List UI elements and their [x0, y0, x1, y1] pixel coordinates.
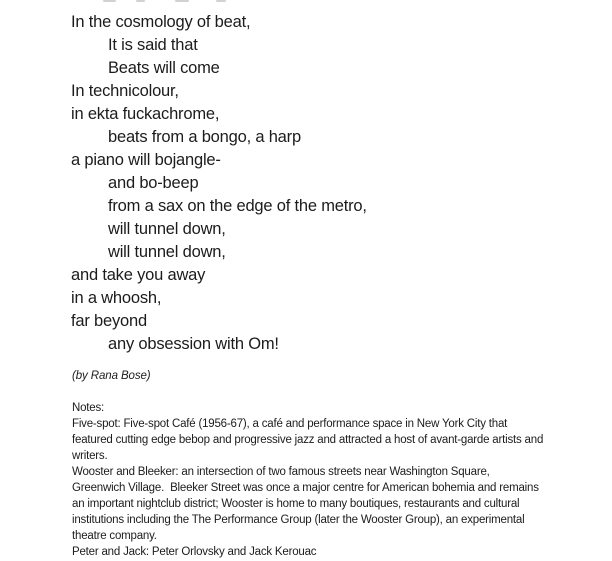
notes-section — [72, 400, 543, 560]
notes-line: Wooster and Bleeker: an intersection of two famous streets near Washington Square, — [72, 466, 490, 478]
cropped-letter-mark — [175, 0, 189, 2]
poem-line: beats from a bongo, a harp — [108, 128, 301, 146]
poem-line: and bo-beep — [108, 174, 199, 192]
poem-line: from a sax on the edge of the metro, — [108, 197, 367, 215]
poem-line: will tunnel down, — [108, 243, 226, 261]
notes-line: Five-spot: Five-spot Café (1956-67), a café and performance space in New York City that — [72, 418, 508, 430]
poem-line: a piano will bojangle- — [71, 151, 221, 169]
cropped-text-fragment — [0, 0, 612, 4]
notes-line: featured cutting edge bebop and progressive jazz and attracted a host of avant-garde artists and — [72, 434, 544, 446]
notes-line: Peter and Jack: Peter Orlovsky and Jack Kerouac — [72, 546, 317, 558]
notes-line: Greenwich Village. Bleeker Street was once a major centre for American bohemia and remains — [72, 482, 539, 494]
notes-line: theatre company. — [72, 530, 157, 542]
poem-line: any obsession with Om! — [108, 335, 279, 353]
poem-line: It is said that — [108, 36, 198, 54]
cropped-letter-mark — [103, 0, 116, 2]
cropped-letter-mark — [216, 0, 226, 2]
poem-line: In technicolour, — [71, 82, 179, 100]
notes-line: writers. — [72, 450, 108, 462]
poem-line: far beyond — [71, 312, 147, 330]
notes-line: an important nightclub district; Wooster is home to many boutiques, restaurants and cultural — [72, 498, 520, 510]
poem-line: in ekta fuckachrome, — [71, 105, 220, 123]
poem-attribution: (by Rana Bose) — [72, 370, 151, 382]
poem — [71, 11, 367, 356]
poem-line: in a whoosh, — [71, 289, 162, 307]
cropped-letter-mark — [136, 0, 145, 2]
notes-line: institutions including the The Performance Group (later the Wooster Group), an experimental — [72, 514, 525, 526]
notes-heading: Notes: — [72, 402, 105, 414]
poem-line: and take you away — [71, 266, 206, 284]
poem-line: In the cosmology of beat, — [71, 13, 251, 31]
poem-line: will tunnel down, — [108, 220, 226, 238]
poem-line: Beats will come — [108, 59, 220, 77]
